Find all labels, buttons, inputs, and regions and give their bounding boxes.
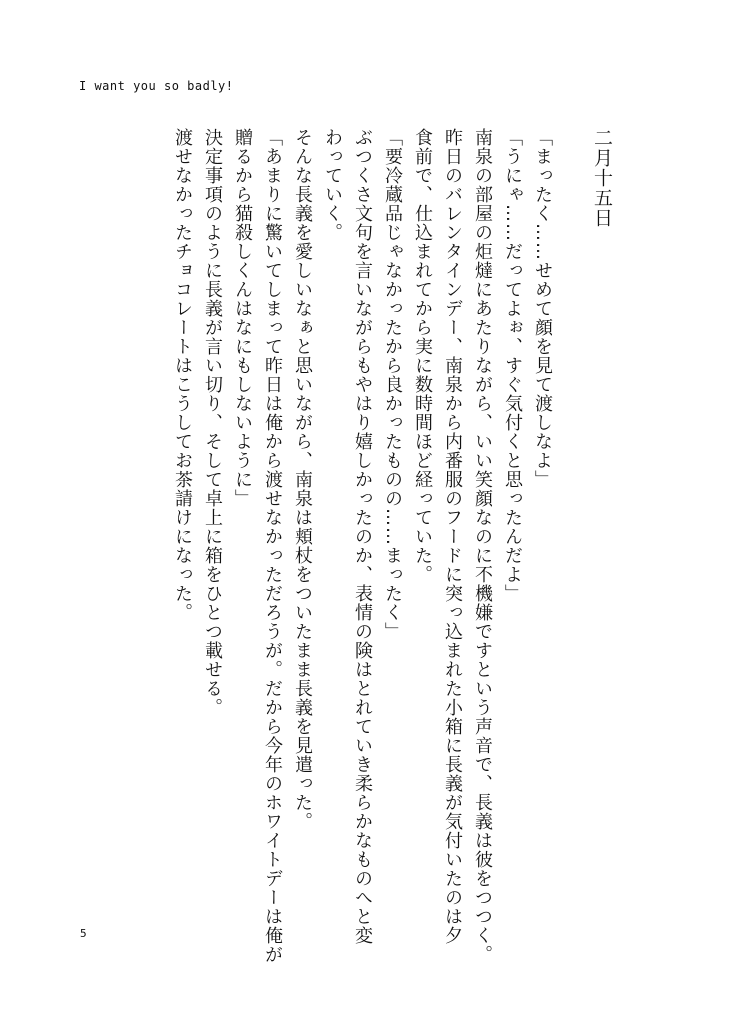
body-line: 「要冷蔵品じゃなかったから良かったものの……まったく」 xyxy=(382,128,403,641)
body-line: そんな長義を愛しいなぁと思いながら、南泉は頬杖をついたまま長義を見遣った。 xyxy=(292,128,313,831)
body-line: 昨日のバレンタインデー、南泉から内番服のフードに突っ込まれた小箱に長義が気付いたのは夕 xyxy=(442,128,463,945)
body-line: 南泉の部屋の炬燵にあたりながら、いい笑顔なのに不機嫌ですという声音で、長義は彼をつつく。 xyxy=(472,128,493,964)
body-line: ぶつくさ文句を言いながらもやはり嬉しかったのか、表情の険はとれていき柔らかなものへと変 xyxy=(352,128,373,945)
body-line: わっていく。 xyxy=(322,128,343,242)
page-number: 5 xyxy=(80,927,87,940)
novel-body xyxy=(167,128,617,964)
body-line: 決定事項のように長義が言い切り、そして卓上に箱をひとつ載せる。 xyxy=(202,128,223,717)
running-header: I want you so badly! xyxy=(79,79,234,93)
body-line: 贈るから猫殺しくんはなにもしないように」 xyxy=(232,128,253,508)
chapter-title: 二月十五日 xyxy=(591,128,613,228)
body-line: 渡せなかったチョコレートはこうしてお茶請けになった。 xyxy=(172,128,193,622)
body-line: 「まったく……せめて顔を見て渡しなよ」 xyxy=(532,128,553,489)
body-line: 「うにゃ……だってよぉ、すぐ気付くと思ったんだよ」 xyxy=(502,128,523,603)
body-line: 食前で、仕込まれてから実に数時間ほど経っていた。 xyxy=(412,128,433,584)
body-line: 「あまりに驚いてしまって昨日は俺から渡せなかっただろうが。だから今年のホワイトデーは俺が xyxy=(262,128,283,964)
